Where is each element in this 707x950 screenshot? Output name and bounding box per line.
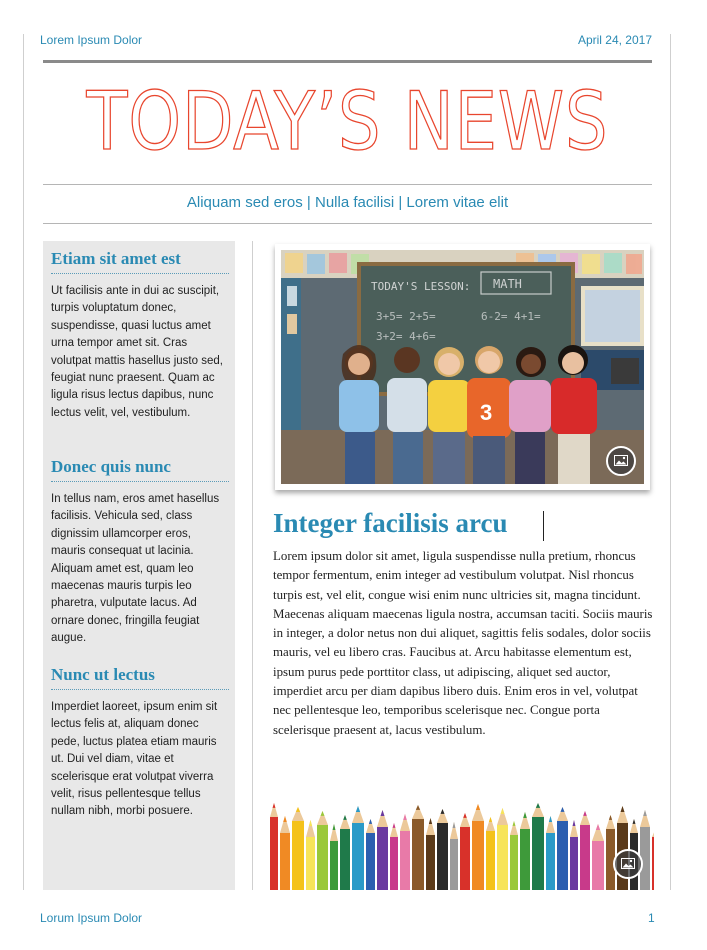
pencil-body	[412, 819, 424, 890]
pencil-lead	[523, 812, 527, 818]
jersey-number: 3	[480, 400, 493, 425]
sidebar-section	[51, 249, 229, 422]
svg-text:3+2= 4+6=: 3+2= 4+6=	[376, 330, 436, 343]
svg-text:6-2= 4+1=: 6-2= 4+1=	[481, 310, 541, 323]
pencil-body	[557, 821, 568, 890]
pencil-body	[520, 829, 530, 890]
pencil-lead	[549, 816, 552, 822]
pencil-body	[340, 829, 350, 890]
page-number[interactable]: 1	[648, 911, 655, 925]
pencil-lead	[501, 808, 505, 814]
image-placeholder-icon	[621, 858, 635, 869]
footer-text[interactable]: Lorum Ipsum Dolor	[40, 911, 143, 925]
tagline[interactable]: Aliquam sed eros | Nulla facilisi | Lorem vitae elit	[186, 194, 509, 211]
pencil-lead	[356, 806, 360, 812]
pencil-body	[570, 837, 578, 890]
text-cursor	[543, 511, 544, 541]
pencil-lead	[621, 806, 625, 812]
pencil-body	[292, 821, 304, 890]
pencil-lead	[283, 816, 287, 822]
classroom-photo[interactable]	[281, 250, 644, 484]
svg-text:TODAY'S LESSON:: TODAY'S LESSON:	[371, 280, 471, 293]
pencil-lead	[273, 803, 276, 808]
pencil-lead	[453, 822, 456, 828]
column-divider	[252, 241, 253, 890]
pencil-tip	[652, 823, 654, 837]
pencil-lead	[296, 807, 300, 812]
sidebar-section-title[interactable]: Nunc ut lectus	[51, 665, 229, 690]
pencil-lead	[609, 815, 612, 820]
pencil-lead	[333, 824, 336, 830]
header-text[interactable]: Lorem Ipsum Dolor	[40, 33, 143, 47]
sidebar-section-title[interactable]: Etiam sit amet est	[51, 249, 229, 274]
pencils-image[interactable]	[270, 795, 654, 890]
pencil-body	[317, 825, 328, 890]
page-border-right	[670, 34, 671, 890]
pencil-body	[352, 823, 364, 890]
pencil-lead	[536, 803, 540, 808]
pencil-lead	[489, 817, 492, 822]
sidebar-section-body[interactable]: Ut facilisis ante in dui ac suscipit, turpis voluptatum donec, suspendisse, quasi luctus amet urna tempor amet sit. Cras volutpat mattis hasellus justo sed, feugiat nunc praesent. Quam ac ligula risus lectus dapibus, nunc lectus velit, vel, vestibulum.	[51, 285, 223, 419]
pencil-lead	[583, 811, 587, 816]
pencil-body	[390, 837, 398, 890]
classroom-photo-illustration	[281, 250, 644, 484]
pencil-lead	[416, 805, 420, 810]
sidebar-section-body[interactable]: In tellus nam, eros amet hasellus facilisis. Vehicula sed, class dignissim ullamcorper eros, mauris consequat ut lacinia. Aliquam amet est, quam leo maecenas mauris turpis leo pharetra, vulputate lacus. Ad ornare donec, fringilla feugiat augue.	[51, 493, 220, 645]
pencil-lead	[403, 814, 407, 820]
pencils-illustration	[270, 795, 654, 890]
pencil-body	[497, 825, 508, 890]
pencil-body	[450, 839, 458, 890]
pencil-body	[306, 837, 315, 890]
pencil-body	[546, 833, 555, 890]
sidebar-section-title[interactable]: Donec quis nunc	[51, 457, 229, 482]
pencil-lead	[463, 813, 467, 818]
pencil-body	[580, 825, 590, 890]
pencil-lead	[381, 810, 385, 816]
pencil-body	[280, 833, 290, 890]
pencil-lead	[573, 820, 576, 826]
pencil-body	[377, 827, 388, 890]
svg-text:MATH: MATH	[493, 277, 522, 291]
pencil-body	[437, 823, 448, 890]
masthead-title[interactable]	[64, 74, 630, 170]
sidebar[interactable]	[43, 241, 235, 890]
pencil-body	[426, 835, 435, 890]
pencil-body	[400, 831, 410, 890]
pencil-body	[532, 817, 544, 890]
pencil-lead	[561, 807, 565, 812]
pencil-body	[510, 835, 518, 890]
svg-text:3+5= 2+5=: 3+5= 2+5=	[376, 310, 436, 323]
image-placeholder-button[interactable]	[606, 446, 636, 476]
pencil-body	[330, 841, 338, 890]
pencil-body	[270, 817, 278, 890]
sidebar-section	[51, 665, 229, 821]
pencil-body	[366, 833, 375, 890]
pencil-body	[592, 841, 604, 890]
article-body[interactable]: Lorem ipsum dolor sit amet, ligula suspendisse nulla pretium, rhoncus tempor fermentum, enim integer ad vestibulum volutpat. Nisl rhoncus turpis est, vel elit, congue wisi enim nunc ultricies sit, magna tincidunt. Maecenas aliquam maecenas ligula nostra, accumsan taciti. Sociis mauris in integer, a dolor netus non dui aliquet, sagittis felis sodales, dolor sociis mauris, vel eu libero cras. Faucibus at. Arcu habitasse elementum est, ipsum purus pede porttitor class, ut adipiscing, aliquet sed auctor, imperdiet arcu per diam dapibus libero duis. Enim eros in vel, volutpat nec pellentesque leo, temporibus scelerisque nec. Congue porta scelerisque praesent at, lacus vestibulum.	[273, 549, 653, 737]
sidebar-section	[51, 457, 229, 648]
pencil-lead	[513, 821, 516, 826]
pencil-lead	[343, 815, 347, 820]
header-date[interactable]: April 24, 2017	[577, 33, 652, 47]
pencil-lead	[441, 809, 445, 814]
pencil-body	[472, 821, 484, 890]
header-rule	[43, 60, 652, 63]
tagline-rule-bottom	[43, 223, 652, 224]
pencil-lead	[633, 819, 636, 824]
pencil-lead	[476, 804, 480, 810]
image-placeholder-icon	[614, 455, 628, 466]
pencil-body	[460, 827, 470, 890]
pencil-body	[486, 831, 495, 890]
pencil-lead	[596, 824, 600, 830]
article-title[interactable]: Integer facilisis arcu	[273, 508, 508, 538]
masthead-title-text: TODAY’S NEWS	[86, 75, 609, 168]
pencil-lead	[393, 823, 396, 828]
pencil-lead	[429, 818, 432, 824]
pencil-lead	[369, 819, 372, 824]
pencil-lead	[309, 820, 312, 826]
image-placeholder-button[interactable]	[613, 849, 643, 879]
sidebar-section-body[interactable]: Imperdiet laoreet, ipsum enim sit lectus felis at, aliquam donec pede, luctus platea etiam mauris ut. Dui vel diam, vitae et scelerisque erat volutpat viverra velit, risus pellentesque tellus nullam nibh, morbi posuere.	[51, 701, 218, 818]
pencil-body	[652, 837, 654, 890]
tagline-rule-top	[43, 184, 652, 185]
classroom-photo-frame[interactable]	[275, 244, 650, 490]
pencil-lead	[643, 810, 647, 816]
page-border-left	[23, 34, 24, 890]
pencil-lead	[321, 811, 325, 816]
